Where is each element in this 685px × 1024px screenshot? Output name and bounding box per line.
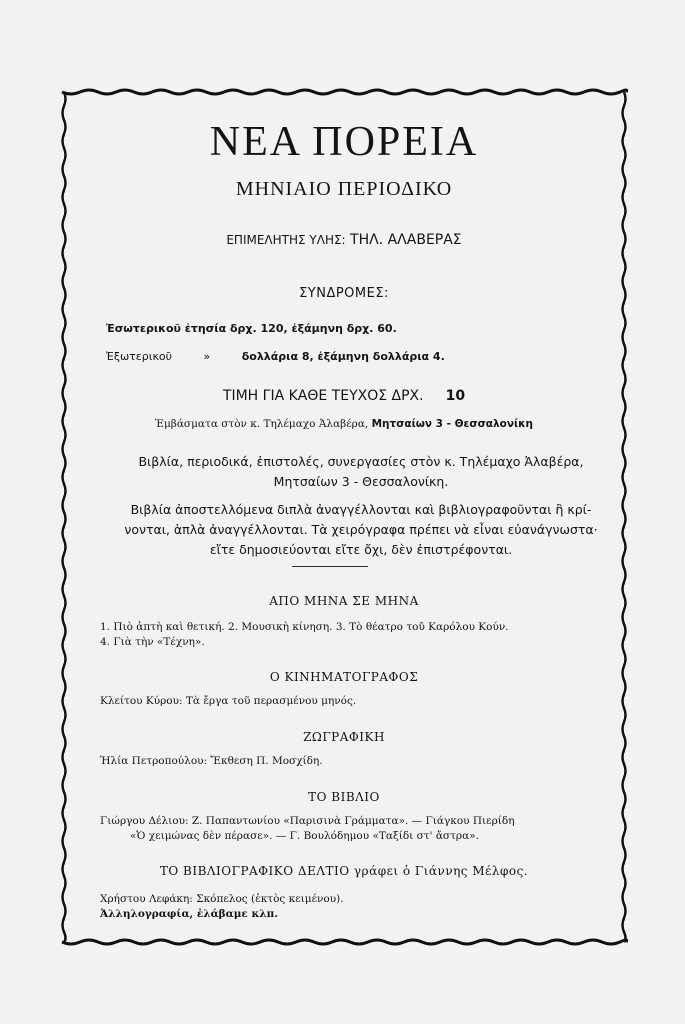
entry-line: Ἀλληλογραφία, ἐλάβαμε κλπ. [100,908,279,920]
entry-line: Χρήστου Λεφάκη: Σκόπελος (ἐκτὸς κειμένου). [100,893,344,905]
section-entry [100,620,620,650]
divider-rule [292,566,368,567]
section-entry [100,754,620,769]
issue-price-value: 10 [445,388,466,404]
notice-2-line-1: Βιβλία ἀποστελλόμενα διπλὰ ἀναγγέλλονται καὶ βιβλιογραφοῦνται ἢ κρί- [130,502,592,517]
entry-line: «Ὁ χειμώνας δὲν πέρασε». — Γ. Βουλόδημου «Ταξίδι στ' ἄστρα». [130,830,479,842]
section-entry [100,694,620,709]
remittance-text: Ἐμβάσματα στὸν κ. Τηλέμαχο Ἀλαβέρα, [154,418,369,430]
notice-1-line-1: Βιβλία, περιοδικά, ἐπιστολές, συνεργασίες στὸν κ. Τηλέμαχο Ἀλαβέρα, [138,454,584,469]
remittance-address: Μητσαίων 3 - Θεσσαλονίκη [371,418,534,430]
section-heading: ΖΩΓΡΑΦΙΚΗ [303,730,385,744]
section-entry [100,814,620,844]
entry-line: 1. Πιὸ ἁπτὴ καὶ θετική. 2. Μουσικὴ κίνηση. 3. Τὸ θέατρο τοῦ Καρόλου Κούν. [100,621,509,633]
page-frame [60,86,628,948]
ditto-mark: » [203,350,211,363]
notice-2-line-2: νονται, ἁπλὰ ἀναγγέλλονται. Τὰ χειρόγραφα πρέπει νὰ εἶναι εὐανάγνωστα· [124,522,598,537]
section-heading: ΤΟ ΒΙΒΛΙΟ [308,790,380,804]
subscription-foreign-value: δολλάρια 8, ἑξάμηνη δολλάρια 4. [241,350,445,363]
notice-2-line-3: εἴτε δημοσιεύονται εἴτε ὄχι, δὲν ἐπιστρέφονται. [209,542,513,557]
subscription-foreign-label: Ἐξωτερικοῦ [106,350,173,363]
entry-line: Ἠλία Πετροπούλου: Ἔκθεση Π. Μοσχίδη. [100,755,323,767]
entry-line: Κλείτου Κύρου: Τὰ ἔργα τοῦ περασμένου μηνός. [100,695,357,707]
entry-line: Γιώργου Δέλιου: Ζ. Παπαντωνίου «Παρισινὰ Γράμματα». — Γιάγκου Πιερίδη [100,815,515,827]
issue-price [60,388,628,404]
subscription-foreign [106,350,445,363]
editor-name: ΤΗΛ. ΑΛΑΒΕΡΑΣ [350,232,462,248]
section-heading: Ο ΚΙΝΗΜΑΤΟΓΡΑΦΟΣ [269,670,419,684]
section-heading: ΑΠΟ ΜΗΝΑ ΣΕ ΜΗΝΑ [269,594,419,608]
section-entry [100,892,620,922]
section-heading: ΤΟ ΒΙΒΛΙΟΓΡΑΦΙΚΟ ΔΕΛΤΙΟ γράφει ὁ Γιάννης Μέλφος. [159,864,529,878]
subscriptions-heading: ΣΥΝΔΡΟΜΕΣ: [299,286,389,301]
magazine-title: ΝΕΑ ΠΟΡΕΙΑ [209,119,479,165]
issue-price-label: ΤΙΜΗ ΓΙΑ ΚΑΘΕ ΤΕΥΧΟΣ ΔΡΧ. [222,388,424,404]
notice-paragraph-2 [96,500,626,560]
editor-label: ΕΠΙΜΕΛΗΤΗΣ ΥΛΗΣ: [226,233,346,247]
subscription-domestic: Ἐσωτερικοῦ ἐτησία δρχ. 120, ἑξάμηνη δρχ. 60. [106,322,397,335]
notice-paragraph-1 [96,452,626,492]
entry-line: 4. Γιὰ τὴν «Τέχνη». [100,636,205,648]
editor-line [60,232,628,248]
remittance-line [60,418,628,430]
magazine-subtitle: ΜΗΝΙΑΙΟ ΠΕΡΙΟΔΙΚΟ [235,178,453,200]
notice-1-line-2: Μητσαίων 3 - Θεσσαλονίκη. [273,474,449,489]
